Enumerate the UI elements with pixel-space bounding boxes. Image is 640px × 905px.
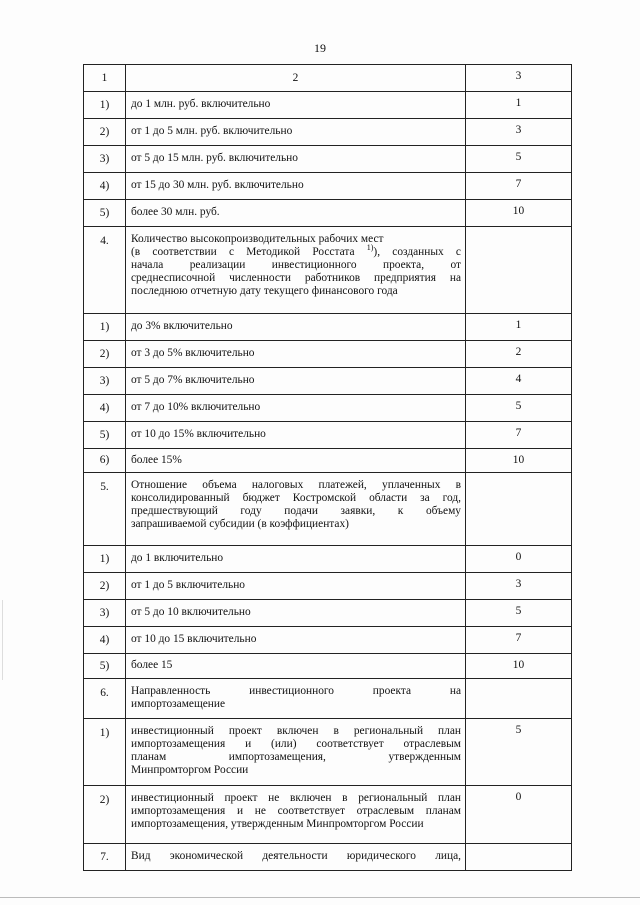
row-number: 4) (84, 395, 126, 422)
row-number: 1) (84, 92, 126, 119)
row-text: от 15 до 30 млн. руб. включительно (126, 173, 466, 200)
criterion-number: 4. (84, 227, 126, 314)
row-text: от 10 до 15% включительно (126, 422, 466, 449)
criterion-text (126, 473, 466, 546)
header-col-1: 1 (84, 65, 126, 92)
row-number: 3) (84, 600, 126, 627)
row-number: 5) (84, 654, 126, 679)
row-value: 0 (466, 546, 572, 573)
table-row (84, 200, 572, 227)
row-number: 2) (84, 119, 126, 146)
row-text: от 5 до 15 млн. руб. включительно (126, 146, 466, 173)
row-number: 2) (84, 786, 126, 844)
row-value: 1 (466, 92, 572, 119)
table-row (84, 92, 572, 119)
criterion-row (84, 473, 572, 546)
criterion-line: Вид экономической деятельности юридического лица, (131, 850, 461, 862)
row-line: инвестиционный проект включен в региональный план (131, 725, 461, 737)
header-col-2: 2 (126, 65, 466, 92)
row-number: 5) (84, 422, 126, 449)
row-text: до 3% включительно (126, 314, 466, 341)
row-text: от 10 до 15 включительно (126, 627, 466, 654)
criterion-line: (в соответствии с Методикой Росстата (131, 246, 355, 258)
row-number: 6) (84, 449, 126, 473)
table-row (84, 314, 572, 341)
row-number: 2) (84, 341, 126, 368)
row-number: 5) (84, 200, 126, 227)
table-row (84, 368, 572, 395)
row-text (126, 786, 466, 844)
criterion-text (126, 679, 466, 719)
table-row (84, 422, 572, 449)
criterion-value (466, 844, 572, 871)
row-value: 7 (466, 173, 572, 200)
scan-edge-mark (2, 600, 3, 680)
row-number: 1) (84, 546, 126, 573)
criterion-number: 7. (84, 844, 126, 871)
row-text: от 5 до 10 включительно (126, 600, 466, 627)
row-number: 4) (84, 173, 126, 200)
table-header-row (84, 65, 572, 92)
scan-bottom-edge (0, 897, 640, 898)
row-text: от 5 до 7% включительно (126, 368, 466, 395)
row-line: планам импортозамещения, утвержденным (131, 751, 461, 763)
table-row (84, 119, 572, 146)
row-value: 10 (466, 449, 572, 473)
table-row (84, 600, 572, 627)
row-line: инвестиционный проект не включен в региональный план (131, 792, 461, 804)
row-value: 5 (466, 146, 572, 173)
table-row (84, 627, 572, 654)
criterion-line: Направленность инвестиционного проекта на (131, 685, 461, 697)
table-row (84, 449, 572, 473)
criterion-line: начала реализации инвестиционного проекта, от (131, 259, 461, 271)
criterion-number: 5. (84, 473, 126, 546)
row-value: 10 (466, 654, 572, 679)
row-value: 4 (466, 368, 572, 395)
row-text: более 15 (126, 654, 466, 679)
criterion-value (466, 227, 572, 314)
row-value: 5 (466, 719, 572, 786)
row-number: 1) (84, 719, 126, 786)
criterion-value (466, 679, 572, 719)
row-line: импортозамещения и не соответствует отраслевым планам (131, 805, 461, 817)
table-row (84, 573, 572, 600)
row-text (126, 719, 466, 786)
row-value: 3 (466, 119, 572, 146)
row-text: до 1 млн. руб. включительно (126, 92, 466, 119)
criterion-value (466, 473, 572, 546)
row-text: более 15% (126, 449, 466, 473)
row-number: 1) (84, 314, 126, 341)
row-text: от 3 до 5% включительно (126, 341, 466, 368)
row-value: 7 (466, 627, 572, 654)
criterion-line: консолидированный бюджет Костромской области за год, (131, 492, 461, 504)
row-value: 5 (466, 600, 572, 627)
row-text: от 1 до 5 млн. руб. включительно (126, 119, 466, 146)
row-number: 3) (84, 146, 126, 173)
criterion-line: среднесписочной численности работников предприятия на (131, 272, 461, 284)
criterion-line: Количество высокопроизводительных рабочих мест (131, 233, 384, 245)
criterion-row (84, 679, 572, 719)
table-row (84, 719, 572, 786)
row-line: импортозамещения и (или) соответствует отраслевым (131, 738, 461, 750)
footnote-mark: 1) (366, 243, 374, 253)
criterion-line: Отношение объема налоговых платежей, уплаченных в (131, 479, 461, 491)
table-row (84, 546, 572, 573)
row-value: 7 (466, 422, 572, 449)
row-value: 5 (466, 395, 572, 422)
criterion-line: запрашиваемой субсидии (в коэффициентах) (131, 518, 349, 530)
criterion-line: ), созданных с (373, 246, 461, 258)
row-line: импортозамещения, утвержденным Минпромторгом России (131, 818, 424, 830)
row-number: 3) (84, 368, 126, 395)
row-text: от 1 до 5 включительно (126, 573, 466, 600)
criteria-table (83, 64, 572, 871)
table-row (84, 173, 572, 200)
table-row (84, 146, 572, 173)
table-row (84, 341, 572, 368)
row-value: 0 (466, 786, 572, 844)
criterion-line-with-footnote (131, 243, 461, 259)
criterion-line: последнюю отчетную дату текущего финансового года (131, 285, 398, 297)
criterion-number: 6. (84, 679, 126, 719)
row-text: от 7 до 10% включительно (126, 395, 466, 422)
header-col-3: 3 (466, 65, 572, 92)
table-row (84, 786, 572, 844)
row-value: 3 (466, 573, 572, 600)
criterion-text (126, 227, 466, 314)
row-value: 10 (466, 200, 572, 227)
row-value: 1 (466, 314, 572, 341)
row-value: 2 (466, 341, 572, 368)
criterion-text (126, 844, 466, 871)
criterion-line: предшествующий году подачи заявки, к объему (131, 505, 461, 517)
row-text: более 30 млн. руб. (126, 200, 466, 227)
criterion-row (84, 844, 572, 871)
table-row (84, 654, 572, 679)
row-text: до 1 включительно (126, 546, 466, 573)
criterion-line: импортозамещение (131, 698, 226, 710)
row-number: 4) (84, 627, 126, 654)
table-row (84, 395, 572, 422)
page-number: 19 (314, 41, 326, 55)
row-number: 2) (84, 573, 126, 600)
row-line: Минпромторгом России (131, 764, 249, 776)
criterion-row (84, 227, 572, 314)
